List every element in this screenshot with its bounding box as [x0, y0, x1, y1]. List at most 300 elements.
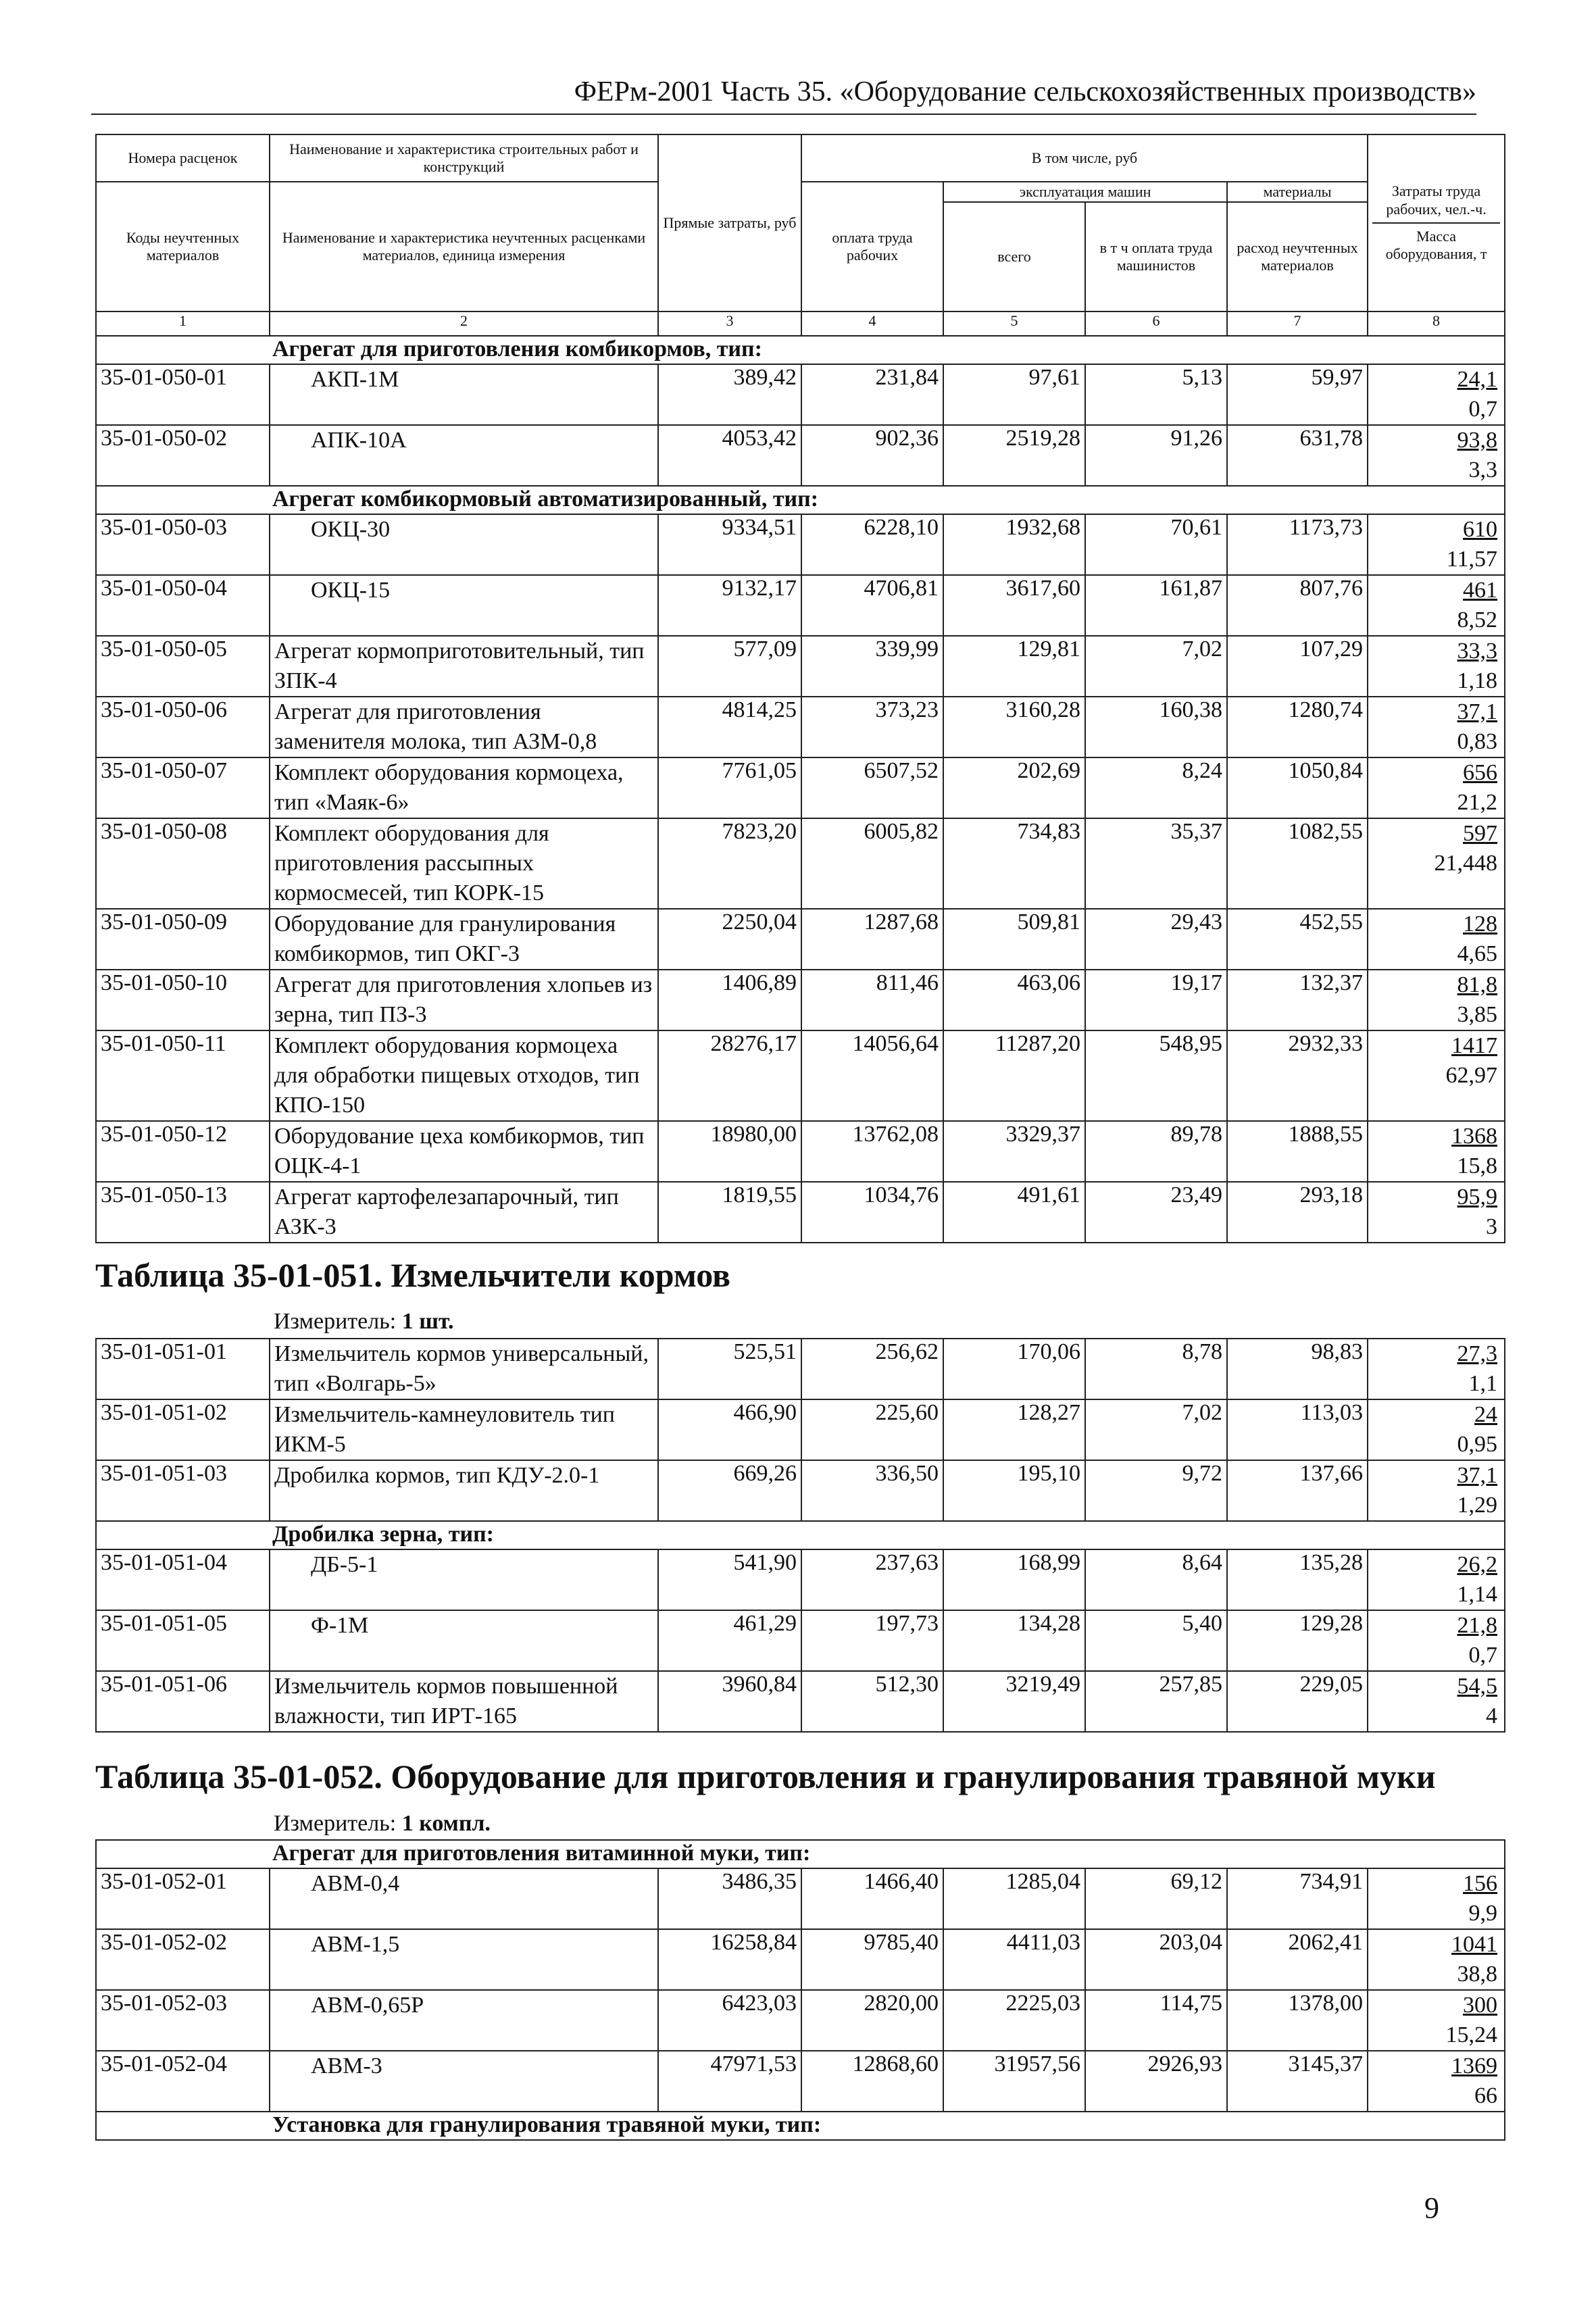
materials-cost: 135,28 [1227, 1549, 1368, 1610]
col-mass-bottom: Масса оборудования, т [1385, 228, 1487, 263]
labor-and-mass [1368, 1549, 1505, 1610]
table-row [96, 1399, 1505, 1460]
labor-and-mass [1368, 757, 1505, 818]
machinist-wages: 160,38 [1085, 697, 1227, 757]
materials-cost: 3145,37 [1227, 2051, 1368, 2112]
equipment-mass: 15,24 [1445, 2022, 1498, 2047]
item-name: Оборудование для гранулирования комбикормов, тип ОКГ-3 [270, 909, 658, 970]
group-heading-row [96, 2112, 1505, 2140]
col-num: 4 [801, 312, 943, 336]
group-heading: Агрегат комбикормовый автоматизированный, тип: [270, 486, 1505, 514]
rate-code: 35-01-051-06 [96, 1671, 270, 1732]
equipment-mass: 3,3 [1468, 457, 1498, 482]
direct-cost: 2250,04 [658, 909, 801, 970]
equipment-mass: 4 [1486, 1703, 1497, 1728]
direct-cost: 9132,17 [658, 575, 801, 636]
machine-cost: 1285,04 [943, 1868, 1085, 1929]
labor-hours: 81,8 [1457, 972, 1498, 997]
materials-cost: 807,76 [1227, 575, 1368, 636]
table-051-title: Таблица 35-01-051. Измельчители кормов [95, 1256, 731, 1294]
equipment-mass: 21,2 [1457, 790, 1498, 815]
equipment-mass: 38,8 [1457, 1962, 1498, 1987]
machine-cost: 491,61 [943, 1182, 1085, 1243]
item-name: Оборудование цеха комбикормов, тип ОЦК-4-1 [270, 1121, 658, 1182]
materials-cost: 129,28 [1227, 1610, 1368, 1671]
page-header: ФЕРм-2001 Часть 35. «Оборудование сельскохозяйственных производств» [91, 76, 1476, 115]
materials-cost: 2932,33 [1227, 1030, 1368, 1121]
labor-and-mass [1368, 1990, 1505, 2051]
materials-cost: 293,18 [1227, 1182, 1368, 1243]
rate-code: 35-01-051-03 [96, 1460, 270, 1521]
col-direct-header: Прямые затраты, руб [658, 134, 801, 312]
direct-cost: 669,26 [658, 1460, 801, 1521]
labor-hours: 1041 [1451, 1932, 1498, 1957]
labor-and-mass [1368, 636, 1505, 697]
machinist-wages: 5,40 [1085, 1610, 1227, 1671]
labor-wages: 9785,40 [801, 1929, 943, 1990]
machinist-wages: 7,02 [1085, 636, 1227, 697]
item-name: АКП-1М [270, 364, 658, 425]
rate-code: 35-01-050-07 [96, 757, 270, 818]
table-row [96, 1030, 1505, 1121]
labor-and-mass [1368, 697, 1505, 757]
direct-cost: 577,09 [658, 636, 801, 697]
table-row [96, 818, 1505, 909]
materials-cost: 452,55 [1227, 909, 1368, 970]
materials-cost: 137,66 [1227, 1460, 1368, 1521]
rate-code: 35-01-052-03 [96, 1990, 270, 2051]
machinist-wages: 69,12 [1085, 1868, 1227, 1929]
rate-code: 35-01-050-12 [96, 1121, 270, 1182]
item-name: АВМ-1,5 [270, 1929, 658, 1990]
equipment-mass: 62,97 [1445, 1063, 1498, 1088]
direct-cost: 466,90 [658, 1399, 801, 1460]
machinist-wages: 8,64 [1085, 1549, 1227, 1610]
machinist-wages: 2926,93 [1085, 2051, 1227, 2112]
machine-cost: 2225,03 [943, 1990, 1085, 2051]
labor-wages: 14056,64 [801, 1030, 943, 1121]
col-wages-header: оплата труда рабочих [801, 182, 943, 312]
item-name: Агрегат для приготовления заменителя молока, тип АЗМ-0,8 [270, 697, 658, 757]
meter-value: 1 компл. [401, 1811, 491, 1836]
labor-hours: 54,5 [1457, 1674, 1497, 1699]
labor-wages: 225,60 [801, 1399, 943, 1460]
machinist-wages: 114,75 [1085, 1990, 1227, 2051]
item-name: АПК-10А [270, 425, 658, 486]
col-num: 7 [1227, 312, 1368, 336]
machinist-wages: 89,78 [1085, 1121, 1227, 1182]
table-35-01-050 [95, 134, 1505, 1243]
item-name: Агрегат для приготовления хлопьев из зерна, тип ПЗ-3 [270, 970, 658, 1030]
rate-code: 35-01-050-01 [96, 364, 270, 425]
labor-hours: 128 [1463, 912, 1498, 937]
equipment-mass: 0,7 [1468, 397, 1498, 422]
labor-hours: 461 [1463, 578, 1498, 603]
direct-cost: 541,90 [658, 1549, 801, 1610]
materials-cost: 1378,00 [1227, 1990, 1368, 2051]
machine-cost: 11287,20 [943, 1030, 1085, 1121]
direct-cost: 16258,84 [658, 1929, 801, 1990]
labor-hours: 610 [1463, 517, 1498, 542]
direct-cost: 3960,84 [658, 1671, 801, 1732]
labor-and-mass [1368, 1868, 1505, 1929]
table-row [96, 1121, 1505, 1182]
labor-and-mass [1368, 364, 1505, 425]
col-num: 2 [270, 312, 658, 336]
machinist-wages: 35,37 [1085, 818, 1227, 909]
labor-and-mass [1368, 1339, 1505, 1399]
col-machinists-header: в т ч оплата труда машинистов [1085, 202, 1227, 312]
labor-hours: 24,1 [1457, 367, 1498, 392]
table-051-meter [274, 1309, 454, 1335]
group-heading-spacer [96, 486, 270, 514]
table-row [96, 757, 1505, 818]
item-name: Комплект оборудования для приготовления рассыпных кормосмесей, тип КОРК-15 [270, 818, 658, 909]
equipment-mass: 3 [1486, 1214, 1498, 1239]
labor-hours: 95,9 [1457, 1185, 1498, 1210]
materials-cost: 734,91 [1227, 1868, 1368, 1929]
labor-wages: 1287,68 [801, 909, 943, 970]
item-name: АВМ-0,4 [270, 1868, 658, 1929]
col-code-header: Номера расценок [96, 134, 270, 182]
materials-cost: 229,05 [1227, 1671, 1368, 1732]
materials-cost: 631,78 [1227, 425, 1368, 486]
labor-hours: 33,3 [1457, 639, 1498, 664]
labor-and-mass [1368, 909, 1505, 970]
labor-wages: 256,62 [801, 1339, 943, 1399]
table-row [96, 1549, 1505, 1610]
labor-and-mass [1368, 514, 1505, 575]
col-material-use-header: расход неучтенных материалов [1227, 202, 1368, 312]
col-labor-header [1368, 134, 1505, 312]
group-heading-spacer [96, 1840, 270, 1868]
labor-hours: 37,1 [1457, 1463, 1497, 1488]
equipment-mass: 4,65 [1457, 941, 1498, 966]
labor-hours: 24 [1474, 1402, 1497, 1427]
labor-and-mass [1368, 970, 1505, 1030]
rate-code: 35-01-052-02 [96, 1929, 270, 1990]
machine-cost: 734,83 [943, 818, 1085, 909]
rate-code: 35-01-051-05 [96, 1610, 270, 1671]
rate-code: 35-01-050-08 [96, 818, 270, 909]
labor-wages: 6228,10 [801, 514, 943, 575]
rate-code: 35-01-050-13 [96, 1182, 270, 1243]
labor-and-mass [1368, 1121, 1505, 1182]
meter-label: Измеритель: [274, 1309, 397, 1334]
table-row [96, 1182, 1505, 1243]
machinist-wages: 9,72 [1085, 1460, 1227, 1521]
group-heading-row [96, 1521, 1505, 1549]
labor-wages: 811,46 [801, 970, 943, 1030]
group-heading-spacer [96, 1521, 270, 1549]
equipment-mass: 11,57 [1446, 547, 1498, 572]
materials-cost: 107,29 [1227, 636, 1368, 697]
table-row [96, 1339, 1505, 1399]
labor-hours: 156 [1463, 1871, 1498, 1896]
rate-code: 35-01-052-04 [96, 2051, 270, 2112]
direct-cost: 461,29 [658, 1610, 801, 1671]
machinist-wages: 257,85 [1085, 1671, 1227, 1732]
item-name: ДБ-5-1 [270, 1549, 658, 1610]
labor-wages: 336,50 [801, 1460, 943, 1521]
col-name-header: Наименование и характеристика строительных работ и конструкций [270, 134, 658, 182]
machine-cost: 1932,68 [943, 514, 1085, 575]
labor-hours: 27,3 [1457, 1341, 1497, 1366]
materials-cost: 59,97 [1227, 364, 1368, 425]
machinist-wages: 19,17 [1085, 970, 1227, 1030]
machine-cost: 134,28 [943, 1610, 1085, 1671]
machine-cost: 463,06 [943, 970, 1085, 1030]
labor-hours: 26,2 [1457, 1552, 1497, 1577]
rate-code: 35-01-050-05 [96, 636, 270, 697]
labor-and-mass [1368, 1030, 1505, 1121]
item-name: ОКЦ-15 [270, 575, 658, 636]
equipment-mass: 66 [1474, 2083, 1498, 2108]
labor-and-mass [1368, 575, 1505, 636]
table-row [96, 909, 1505, 970]
materials-cost: 113,03 [1227, 1399, 1368, 1460]
col-num: 6 [1085, 312, 1227, 336]
direct-cost: 3486,35 [658, 1868, 801, 1929]
table-row [96, 1929, 1505, 1990]
group-heading-spacer [96, 2112, 270, 2140]
col-num: 1 [96, 312, 270, 336]
table-35-01-051 [95, 1338, 1505, 1733]
group-heading: Установка для гранулирования травяной муки, тип: [270, 2112, 1505, 2140]
item-name: Дробилка кормов, тип КДУ-2.0-1 [270, 1460, 658, 1521]
machinist-wages: 8,78 [1085, 1339, 1227, 1399]
table-052-title: Таблица 35-01-052. Оборудование для приготовления и гранулирования травяной муки [95, 1758, 1436, 1795]
equipment-mass: 8,52 [1457, 607, 1498, 632]
materials-cost: 1082,55 [1227, 818, 1368, 909]
rate-code: 35-01-052-01 [96, 1868, 270, 1929]
group-heading-row [96, 1840, 1505, 1868]
table-row [96, 636, 1505, 697]
col-num: 8 [1368, 312, 1505, 336]
direct-cost: 4053,42 [658, 425, 801, 486]
machinist-wages: 23,49 [1085, 1182, 1227, 1243]
item-name: Комплект оборудования кормоцеха, тип «Маяк-6» [270, 757, 658, 818]
table-row [96, 1868, 1505, 1929]
materials-cost: 98,83 [1227, 1339, 1368, 1399]
col-material-names-header: Наименование и характеристика неучтенных расценками материалов, единица измерения [270, 182, 658, 312]
page-number: 9 [1424, 2191, 1439, 2224]
item-name: Агрегат кормоприготовительный, тип ЗПК-4 [270, 636, 658, 697]
table-row [96, 2051, 1505, 2112]
direct-cost: 1819,55 [658, 1182, 801, 1243]
item-name: ОКЦ-30 [270, 514, 658, 575]
item-name: Ф-1М [270, 1610, 658, 1671]
item-name: Измельчитель кормов повышенной влажности, тип ИРТ-165 [270, 1671, 658, 1732]
equipment-mass: 1,18 [1457, 668, 1498, 693]
machine-cost: 97,61 [943, 364, 1085, 425]
machine-cost: 3617,60 [943, 575, 1085, 636]
labor-hours: 1369 [1451, 2053, 1498, 2078]
col-group-header: В том числе, руб [801, 134, 1368, 182]
direct-cost: 18980,00 [658, 1121, 801, 1182]
machine-cost: 202,69 [943, 757, 1085, 818]
machine-cost: 128,27 [943, 1399, 1085, 1460]
labor-hours: 656 [1463, 760, 1498, 785]
rate-code: 35-01-050-03 [96, 514, 270, 575]
group-heading: Агрегат для приготовления комбикормов, тип: [270, 336, 1505, 364]
direct-cost: 4814,25 [658, 697, 801, 757]
table-row [96, 514, 1505, 575]
equipment-mass: 0,83 [1457, 729, 1498, 754]
labor-hours: 597 [1463, 821, 1498, 846]
item-name: Измельчитель кормов универсальный, тип «Волгарь-5» [270, 1339, 658, 1399]
table-row [96, 970, 1505, 1030]
labor-and-mass [1368, 425, 1505, 486]
rate-code: 35-01-051-01 [96, 1339, 270, 1399]
labor-wages: 373,23 [801, 697, 943, 757]
labor-wages: 339,99 [801, 636, 943, 697]
equipment-mass: 9,9 [1468, 1901, 1498, 1926]
table-row [96, 697, 1505, 757]
item-name: Комплект оборудования кормоцеха для обработки пищевых отходов, тип КПО-150 [270, 1030, 658, 1121]
equipment-mass: 1,1 [1468, 1371, 1497, 1396]
item-name: АВМ-0,65Р [270, 1990, 658, 2051]
machinist-wages: 70,61 [1085, 514, 1227, 575]
direct-cost: 7761,05 [658, 757, 801, 818]
rate-code: 35-01-051-04 [96, 1549, 270, 1610]
machine-cost: 4411,03 [943, 1929, 1085, 1990]
machine-cost: 195,10 [943, 1460, 1085, 1521]
labor-hours: 1417 [1451, 1033, 1498, 1058]
meter-label: Измеритель: [274, 1811, 397, 1836]
labor-wages: 12868,60 [801, 2051, 943, 2112]
machine-cost: 2519,28 [943, 425, 1085, 486]
equipment-mass: 15,8 [1457, 1153, 1498, 1178]
labor-wages: 6507,52 [801, 757, 943, 818]
item-name: Агрегат картофелезапарочный, тип АЗК-3 [270, 1182, 658, 1243]
group-heading-row [96, 336, 1505, 364]
labor-wages: 902,36 [801, 425, 943, 486]
labor-wages: 237,63 [801, 1549, 943, 1610]
rate-code: 35-01-050-04 [96, 575, 270, 636]
labor-hours: 21,8 [1457, 1613, 1497, 1638]
labor-wages: 197,73 [801, 1610, 943, 1671]
rate-code: 35-01-050-10 [96, 970, 270, 1030]
group-heading-spacer [96, 336, 270, 364]
machine-cost: 3160,28 [943, 697, 1085, 757]
equipment-mass: 0,7 [1468, 1643, 1497, 1668]
col-machines-total-header: всего [943, 202, 1085, 312]
machinist-wages: 203,04 [1085, 1929, 1227, 1990]
labor-wages: 1034,76 [801, 1182, 943, 1243]
col-material-codes-header: Коды неучтенных материалов [96, 182, 270, 312]
materials-cost: 1173,73 [1227, 514, 1368, 575]
direct-cost: 28276,17 [658, 1030, 801, 1121]
table-052-meter [274, 1811, 491, 1837]
col-materials-header: материалы [1227, 182, 1368, 202]
materials-cost: 132,37 [1227, 970, 1368, 1030]
materials-cost: 1050,84 [1227, 757, 1368, 818]
materials-cost: 1888,55 [1227, 1121, 1368, 1182]
col-num: 3 [658, 312, 801, 336]
machine-cost: 3219,49 [943, 1671, 1085, 1732]
labor-wages: 1466,40 [801, 1868, 943, 1929]
direct-cost: 47971,53 [658, 2051, 801, 2112]
table-row [96, 575, 1505, 636]
rate-code: 35-01-050-09 [96, 909, 270, 970]
col-num: 5 [943, 312, 1085, 336]
materials-cost: 1280,74 [1227, 697, 1368, 757]
col-labor-top: Затраты труда рабочих, чел.-ч. [1372, 182, 1500, 224]
machinist-wages: 7,02 [1085, 1399, 1227, 1460]
table-row [96, 425, 1505, 486]
labor-and-mass [1368, 1610, 1505, 1671]
rate-code: 35-01-051-02 [96, 1399, 270, 1460]
labor-wages: 512,30 [801, 1671, 943, 1732]
labor-and-mass [1368, 2051, 1505, 2112]
machinist-wages: 91,26 [1085, 425, 1227, 486]
labor-and-mass [1368, 1182, 1505, 1243]
machine-cost: 31957,56 [943, 2051, 1085, 2112]
equipment-mass: 3,85 [1457, 1002, 1498, 1027]
labor-and-mass [1368, 1460, 1505, 1521]
direct-cost: 389,42 [658, 364, 801, 425]
direct-cost: 1406,89 [658, 970, 801, 1030]
machine-cost: 129,81 [943, 636, 1085, 697]
labor-wages: 2820,00 [801, 1990, 943, 2051]
direct-cost: 9334,51 [658, 514, 801, 575]
labor-hours: 1368 [1451, 1124, 1498, 1149]
machinist-wages: 29,43 [1085, 909, 1227, 970]
machine-cost: 509,81 [943, 909, 1085, 970]
machinist-wages: 8,24 [1085, 757, 1227, 818]
direct-cost: 7823,20 [658, 818, 801, 909]
col-machines-header: эксплуатация машин [943, 182, 1227, 202]
group-heading: Агрегат для приготовления витаминной муки, тип: [270, 1840, 1505, 1868]
table-row [96, 1610, 1505, 1671]
labor-and-mass [1368, 1671, 1505, 1732]
table-row [96, 1671, 1505, 1732]
direct-cost: 6423,03 [658, 1990, 801, 2051]
item-name: АВМ-3 [270, 2051, 658, 2112]
machine-cost: 3329,37 [943, 1121, 1085, 1182]
labor-wages: 231,84 [801, 364, 943, 425]
machinist-wages: 161,87 [1085, 575, 1227, 636]
labor-hours: 37,1 [1457, 699, 1498, 724]
group-heading-row [96, 486, 1505, 514]
rate-code: 35-01-050-06 [96, 697, 270, 757]
table-row [96, 1990, 1505, 2051]
equipment-mass: 21,448 [1434, 851, 1498, 876]
labor-and-mass [1368, 818, 1505, 909]
labor-and-mass [1368, 1929, 1505, 1990]
labor-hours: 93,8 [1457, 428, 1498, 453]
direct-cost: 525,51 [658, 1339, 801, 1399]
equipment-mass: 1,14 [1457, 1582, 1497, 1607]
equipment-mass: 1,29 [1457, 1493, 1497, 1518]
labor-wages: 6005,82 [801, 818, 943, 909]
machine-cost: 170,06 [943, 1339, 1085, 1399]
machinist-wages: 548,95 [1085, 1030, 1227, 1121]
table-35-01-052 [95, 1839, 1505, 2141]
meter-value: 1 шт. [401, 1309, 454, 1334]
table-row [96, 1460, 1505, 1521]
rate-code: 35-01-050-11 [96, 1030, 270, 1121]
materials-cost: 2062,41 [1227, 1929, 1368, 1990]
equipment-mass: 0,95 [1457, 1432, 1497, 1457]
labor-and-mass [1368, 1399, 1505, 1460]
group-heading: Дробилка зерна, тип: [270, 1521, 1505, 1549]
rate-code: 35-01-050-02 [96, 425, 270, 486]
labor-wages: 4706,81 [801, 575, 943, 636]
labor-hours: 300 [1463, 1993, 1498, 2018]
table-row [96, 364, 1505, 425]
